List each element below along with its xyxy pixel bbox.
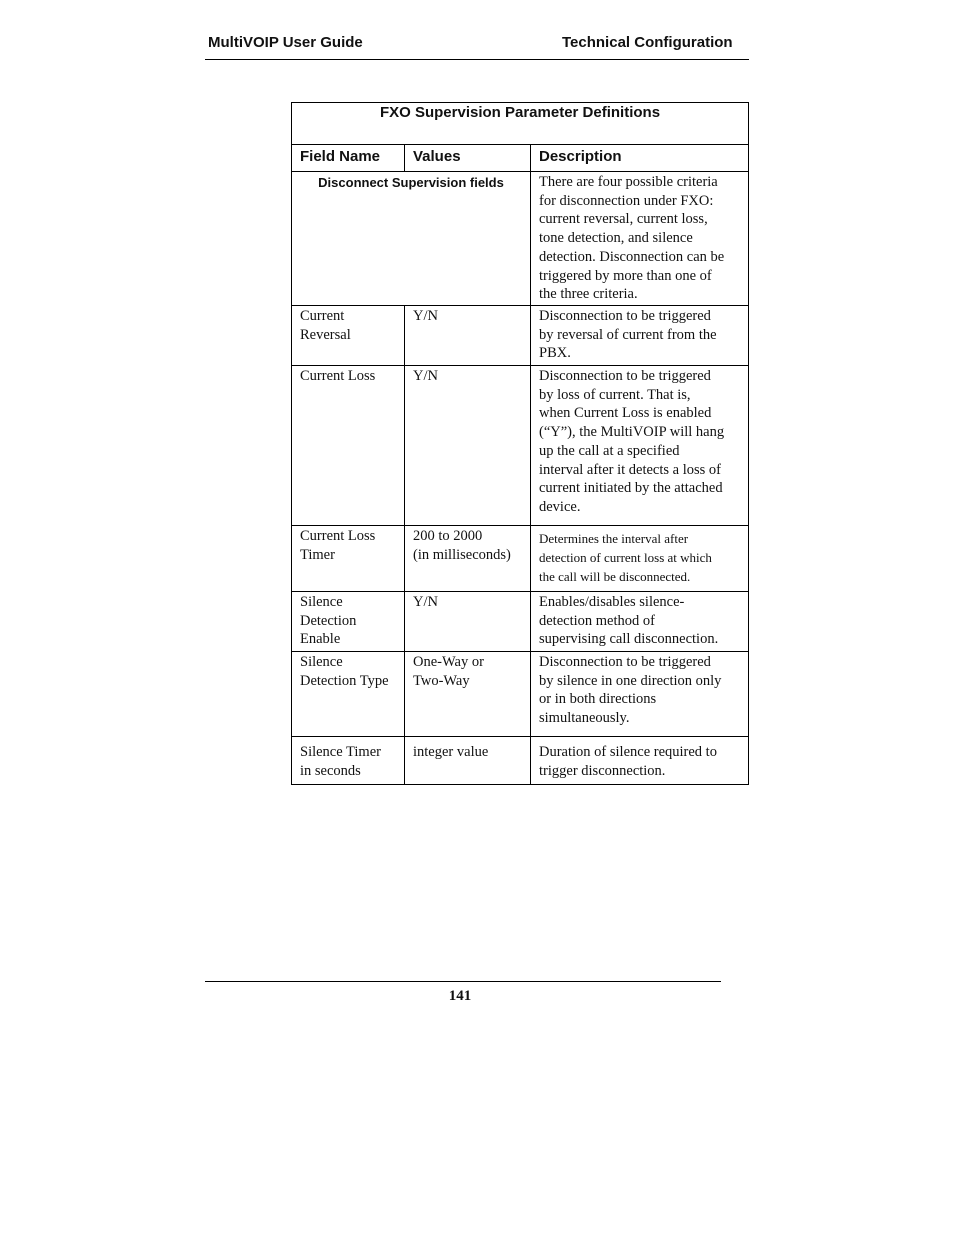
- description-cell: [531, 592, 749, 652]
- description-line: current initiated by the attached: [539, 480, 723, 497]
- description-line: up the call at a specified: [539, 442, 680, 459]
- description-line: by reversal of current from the: [539, 326, 717, 343]
- field-name-line: Silence: [300, 654, 343, 670]
- table-row: [292, 737, 749, 785]
- values-cell: [405, 737, 531, 785]
- description-line: by silence in one direction only: [539, 672, 722, 689]
- table-row: [292, 366, 749, 526]
- values-line: integer value: [413, 744, 489, 760]
- field-name-line: Detection: [300, 612, 357, 629]
- description-line: Enables/disables silence-: [539, 594, 685, 610]
- table-row: [292, 652, 749, 737]
- section-description-line: the three criteria.: [539, 286, 638, 303]
- values-line: Two-Way: [413, 672, 470, 689]
- description-cell: [531, 306, 749, 366]
- running-header-left: MultiVOIP User Guide: [208, 34, 363, 51]
- field-name-line: Current: [300, 308, 345, 324]
- column-header-values: Values: [405, 145, 531, 172]
- section-description: [531, 172, 749, 306]
- running-header-right: Technical Configuration: [562, 34, 733, 51]
- values-cell: [405, 306, 531, 366]
- field-name-line: Current Loss: [300, 368, 376, 384]
- values-cell: [405, 366, 531, 526]
- field-name-cell: [292, 526, 405, 592]
- table-header-row: [292, 145, 749, 172]
- table-caption: FXO Supervision Parameter Definitions: [292, 103, 749, 145]
- description-cell: [531, 652, 749, 737]
- field-name-cell: [292, 652, 405, 737]
- field-name-cell: [292, 592, 405, 652]
- description-line: device.: [539, 498, 581, 515]
- field-name-line: Enable: [300, 631, 341, 648]
- values-cell: [405, 592, 531, 652]
- description-line: detection of current loss at which: [539, 550, 712, 565]
- section-description-line: detection. Disconnection can be: [539, 248, 725, 265]
- description-line: simultaneously.: [539, 710, 630, 727]
- values-line: Y/N: [413, 308, 438, 324]
- field-name-line: Reversal: [300, 326, 351, 343]
- description-line: (“Y”), the MultiVOIP will hang: [539, 424, 725, 441]
- footer-divider: [205, 981, 721, 982]
- description-cell: [531, 737, 749, 785]
- field-name-line: Detection Type: [300, 672, 389, 689]
- table-row: [292, 592, 749, 652]
- values-cell: [405, 526, 531, 592]
- section-description-line: There are four possible criteria: [539, 174, 718, 190]
- values-line: 200 to 2000: [413, 528, 483, 544]
- field-name-line: Timer: [300, 546, 335, 563]
- description-line: the call will be disconnected.: [539, 569, 691, 584]
- description-cell: [531, 366, 749, 526]
- section-description-line: for disconnection under FXO:: [539, 192, 714, 209]
- field-name-line: in seconds: [300, 762, 361, 779]
- table-row: [292, 306, 749, 366]
- section-row: [292, 172, 749, 306]
- section-description-line: triggered by more than one of: [539, 267, 712, 284]
- header-divider: [205, 59, 749, 60]
- values-line: One-Way or: [413, 654, 484, 670]
- description-line: Duration of silence required to: [539, 744, 717, 760]
- section-label: Disconnect Supervision fields: [292, 172, 531, 306]
- field-name-line: Silence: [300, 594, 343, 610]
- fxo-supervision-table: [291, 102, 749, 785]
- values-line: (in milliseconds): [413, 546, 511, 563]
- field-name-line: Silence Timer: [300, 744, 381, 760]
- values-cell: [405, 652, 531, 737]
- description-line: when Current Loss is enabled: [539, 405, 712, 422]
- field-name-cell: [292, 306, 405, 366]
- column-header-field-name: Field Name: [292, 145, 405, 172]
- description-line: Disconnection to be triggered: [539, 308, 711, 324]
- description-line: supervising call disconnection.: [539, 631, 719, 648]
- table-caption-row: [292, 103, 749, 145]
- field-name-cell: [292, 737, 405, 785]
- table-row: [292, 526, 749, 592]
- description-line: trigger disconnection.: [539, 762, 666, 779]
- description-line: Disconnection to be triggered: [539, 654, 711, 670]
- description-line: Determines the interval after: [539, 531, 689, 546]
- definitions-table-container: [291, 102, 748, 785]
- page-number: 141: [448, 988, 472, 1004]
- values-line: Y/N: [413, 594, 438, 610]
- description-line: interval after it detects a loss of: [539, 461, 721, 478]
- description-cell: [531, 526, 749, 592]
- description-line: detection method of: [539, 612, 655, 629]
- description-line: or in both directions: [539, 691, 657, 708]
- values-line: Y/N: [413, 368, 438, 384]
- field-name-line: Current Loss: [300, 528, 376, 544]
- column-header-description: Description: [531, 145, 749, 172]
- description-line: Disconnection to be triggered: [539, 368, 711, 384]
- description-line: by loss of current. That is,: [539, 386, 691, 403]
- section-description-line: current reversal, current loss,: [539, 211, 708, 228]
- section-description-line: tone detection, and silence: [539, 230, 693, 247]
- description-line: PBX.: [539, 345, 571, 362]
- field-name-cell: [292, 366, 405, 526]
